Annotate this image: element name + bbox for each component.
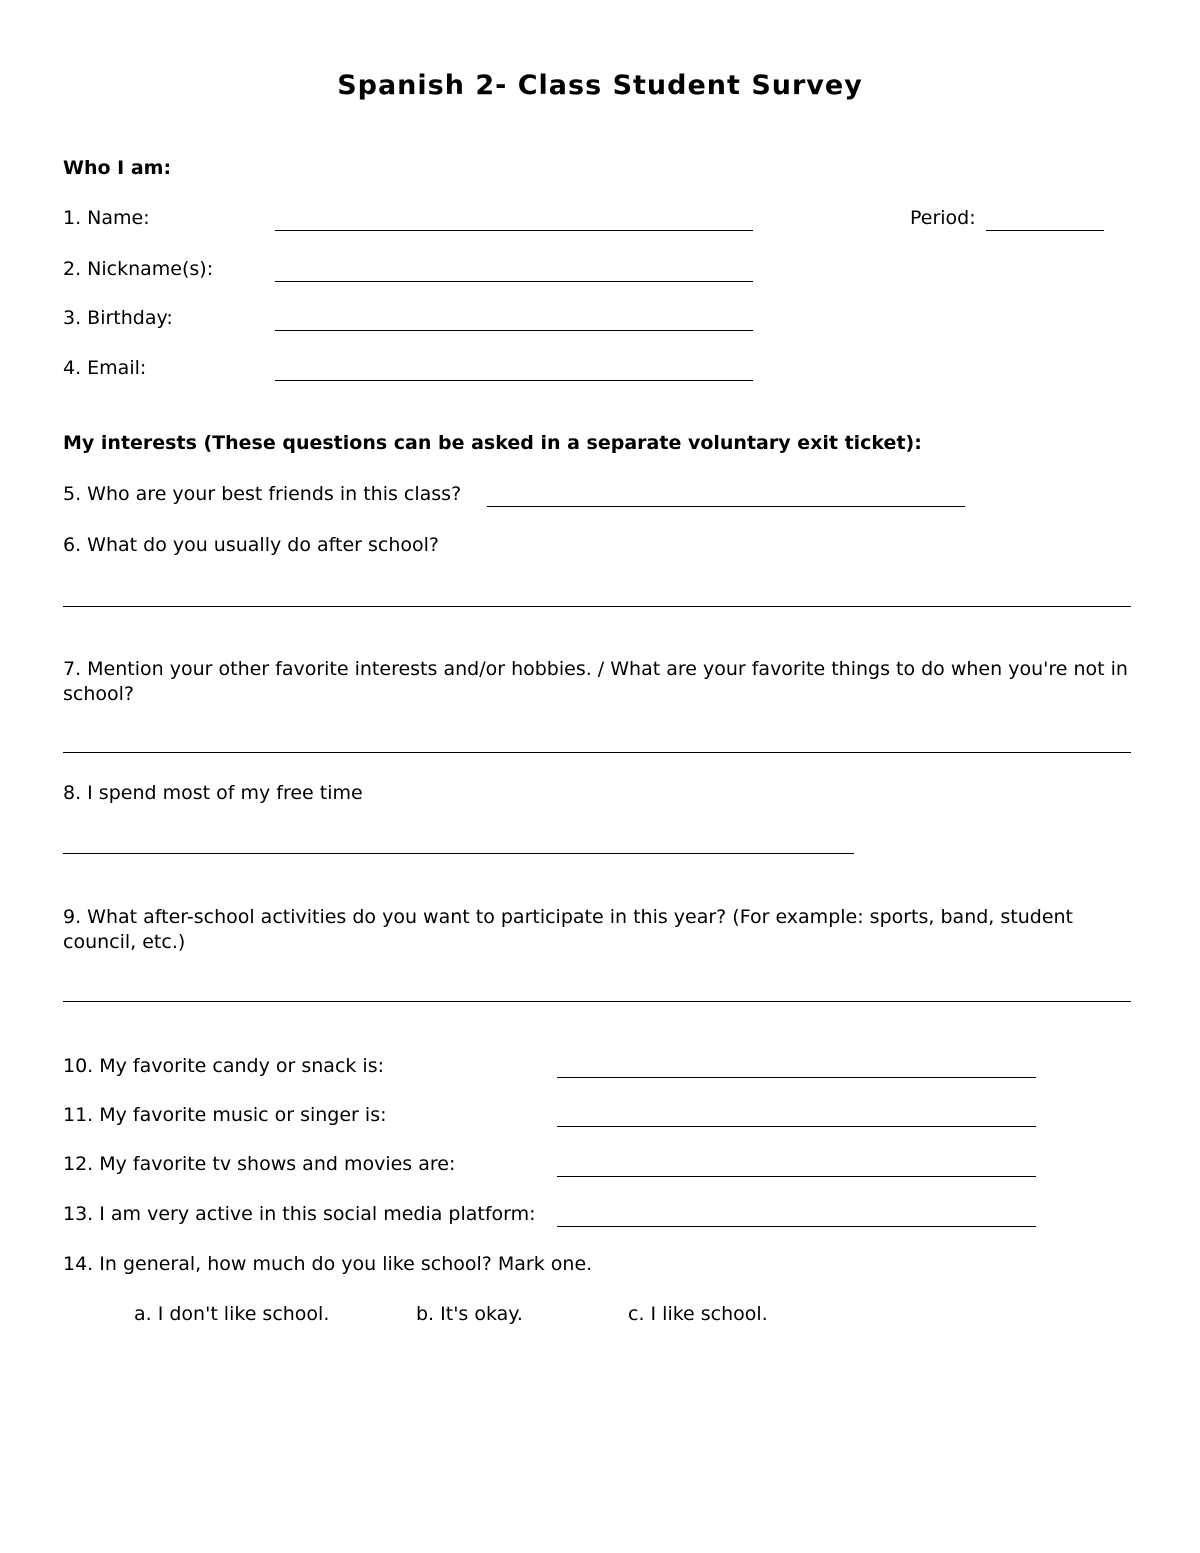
question-13: 13. I am very active in this social media platform:	[63, 1203, 536, 1225]
question-11: 11. My favorite music or singer is:	[63, 1104, 387, 1126]
birthday-label: 3. Birthday:	[63, 307, 173, 329]
email-field[interactable]	[275, 380, 753, 381]
question-8-field[interactable]	[63, 853, 854, 854]
question-6-field[interactable]	[63, 606, 1131, 607]
question-13-field[interactable]	[557, 1226, 1036, 1227]
name-field[interactable]	[275, 230, 753, 231]
question-7-field[interactable]	[63, 752, 1131, 753]
question-14: 14. In general, how much do you like school? Mark one.	[63, 1253, 593, 1275]
who-i-am-heading: Who I am:	[63, 157, 172, 179]
nickname-field[interactable]	[275, 281, 753, 282]
birthday-field[interactable]	[275, 330, 753, 331]
name-label: 1. Name:	[63, 207, 150, 229]
page-title: Spanish 2- Class Student Survey	[337, 70, 863, 101]
option-b[interactable]: b. It's okay.	[416, 1303, 523, 1325]
email-label: 4. Email:	[63, 357, 147, 379]
question-6: 6. What do you usually do after school?	[63, 534, 439, 556]
option-c[interactable]: c. I like school.	[628, 1303, 768, 1325]
question-8: 8. I spend most of my free time	[63, 782, 363, 804]
question-12-field[interactable]	[557, 1176, 1036, 1177]
question-10-field[interactable]	[557, 1077, 1036, 1078]
question-7: 7. Mention your other favorite interests and/or hobbies. / What are your favorite things to do when you're not in school?	[63, 658, 1128, 705]
period-label: Period:	[910, 207, 976, 229]
period-field[interactable]	[986, 230, 1104, 231]
question-9: 9. What after-school activities do you want to participate in this year? (For example: sports, band, student council, etc.)	[63, 906, 1074, 953]
question-5-field[interactable]	[487, 506, 965, 507]
question-9-field[interactable]	[63, 1001, 1131, 1002]
question-11-field[interactable]	[557, 1126, 1036, 1127]
question-10: 10. My favorite candy or snack is:	[63, 1055, 385, 1077]
interests-heading: My interests (These questions can be asked in a separate voluntary exit ticket):	[63, 432, 922, 454]
question-5: 5. Who are your best friends in this class?	[63, 483, 462, 505]
nickname-label: 2. Nickname(s):	[63, 258, 214, 280]
question-12: 12. My favorite tv shows and movies are:	[63, 1153, 456, 1175]
option-a[interactable]: a. I don't like school.	[134, 1303, 330, 1325]
